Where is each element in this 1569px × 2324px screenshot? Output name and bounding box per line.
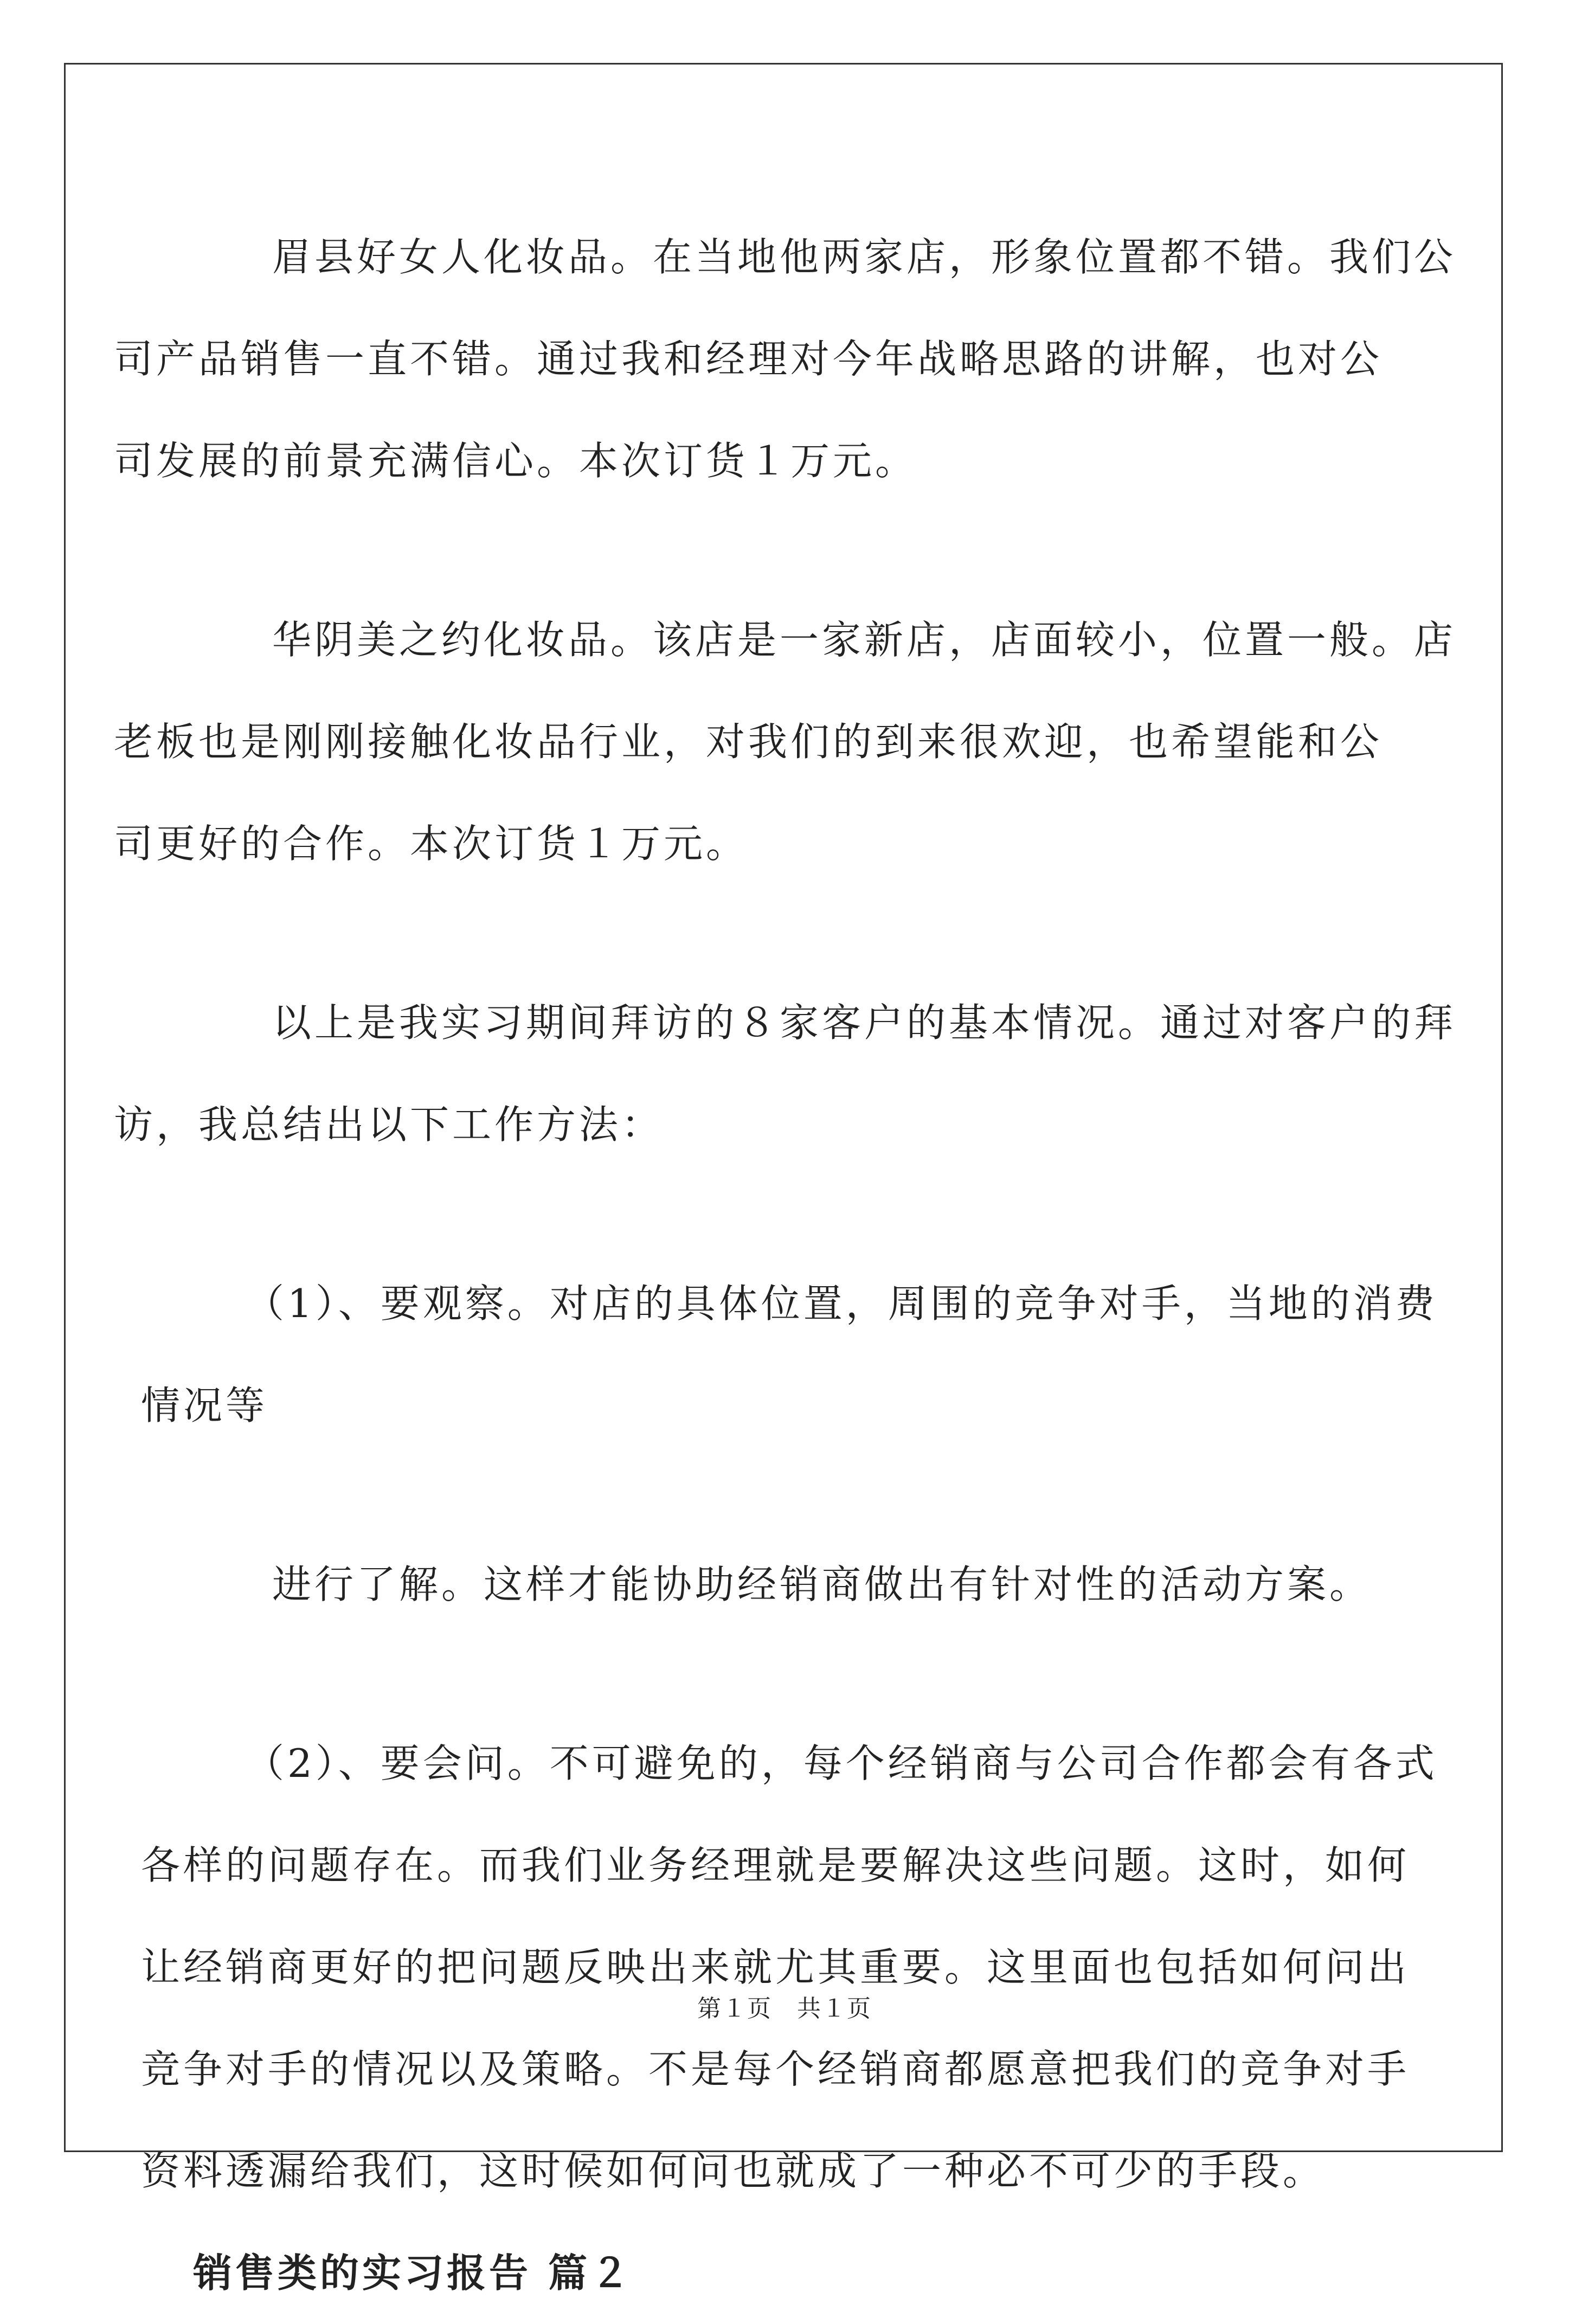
- section-heading: 销售类的实习报告 篇２: [193, 2250, 633, 2296]
- paragraph-2: [114, 589, 1457, 895]
- paragraph-4: [141, 1253, 1438, 1456]
- text-line: （2）、要会问。不可避免的，每个经销商与公司合作都会有各式: [245, 1741, 1438, 1786]
- text-line: 以上是我实习期间拜访的８家客户的基本情况。通过对客户的拜: [272, 1000, 1457, 1045]
- text-line: 让经销商更好的把问题反映出来就尤其重要。这里面也包括如何问出: [141, 1944, 1410, 1990]
- text-line: 眉县好女人化妆品。在当地他两家店，形象位置都不错。我们公: [272, 234, 1457, 280]
- paragraph-1: [114, 206, 1457, 512]
- text-line: 访，我总结出以下工作方法：: [114, 1102, 664, 1147]
- text-line: 资料透漏给我们，这时候如何问也就成了一种必不可少的手段。: [141, 2148, 1326, 2194]
- text-line: 老板也是刚刚接触化妆品行业，对我们的到来很欢迎，也希望能和公: [114, 719, 1383, 765]
- text-line: 进行了解。这样才能协助经销商做出有针对性的活动方案。: [272, 1562, 1372, 1607]
- text-line: 司产品销售一直不错。通过我和经理对今年战略思路的讲解，也对公: [114, 336, 1383, 382]
- text-line: 各样的问题存在。而我们业务经理就是要解决这些问题。这时，如何: [141, 1842, 1410, 1888]
- paragraph-3: [114, 972, 1457, 1176]
- paragraph-6: [141, 1712, 1438, 2222]
- text-line: （1）、要观察。对店的具体位置，周围的竞争对手，当地的消费: [245, 1281, 1438, 1326]
- text-line: 情况等: [141, 1383, 268, 1428]
- paragraph-5: [193, 1533, 1386, 1635]
- text-line: 司更好的合作。本次订货１万元。: [114, 821, 749, 866]
- text-line: 司发展的前景充满信心。本次订货１万元。: [114, 438, 918, 484]
- text-line: 竞争对手的情况以及策略。不是每个经销商都愿意把我们的竞争对手: [141, 2046, 1410, 2092]
- page-footer: 第１页 共１页: [697, 1995, 872, 2023]
- text-line: 华阴美之约化妆品。该店是一家新店，店面较小，位置一般。店: [272, 617, 1457, 663]
